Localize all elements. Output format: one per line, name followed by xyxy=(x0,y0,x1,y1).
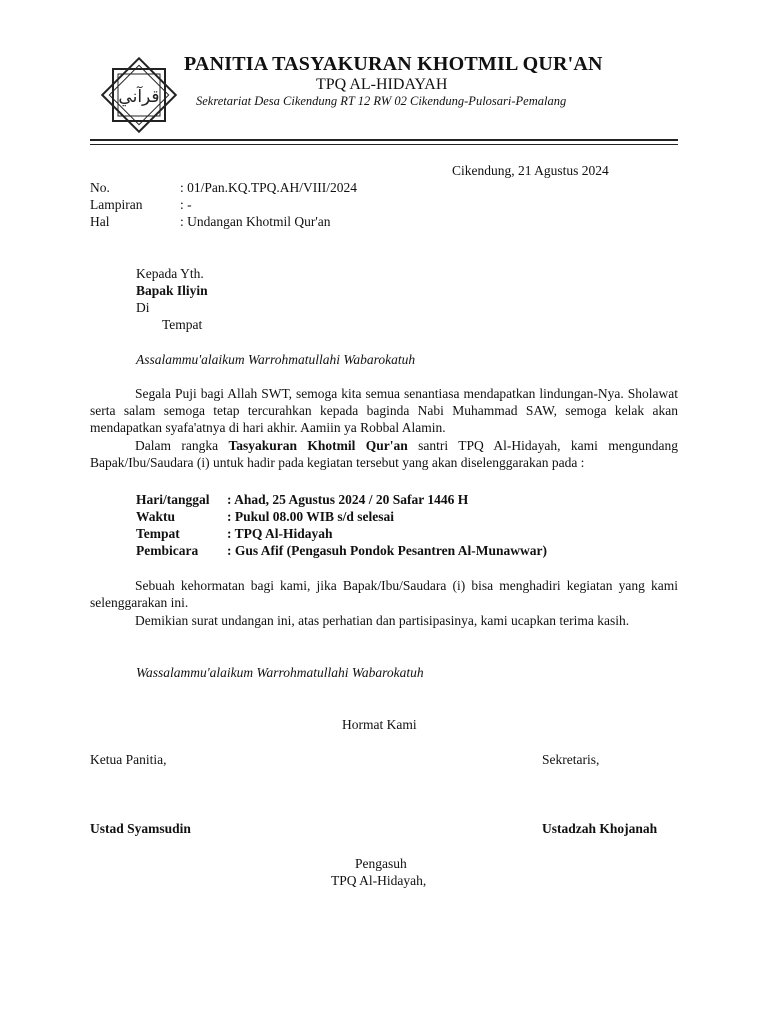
letter-date: Cikendung, 21 Agustus 2024 xyxy=(452,163,609,178)
event-value-date: : Ahad, 25 Agustus 2024 / 20 Safar 1446 H xyxy=(227,492,469,507)
signature-bottom-org: TPQ Al-Hidayah, xyxy=(331,873,427,888)
event-value-place: : TPQ Al-Hidayah xyxy=(227,526,333,541)
event-label-speaker: Pembicara xyxy=(136,543,199,558)
closing-paragraph-1 xyxy=(90,577,678,611)
meta-label-hal: Hal xyxy=(90,214,110,229)
tpq-logo xyxy=(96,52,182,138)
recipient-di: Di xyxy=(136,300,150,315)
signature-left-name: Ustad Syamsudin xyxy=(90,821,191,836)
meta-label-no: No. xyxy=(90,180,110,195)
body-paragraph-1 xyxy=(90,385,678,436)
closing-paragraph-2-text: Demikian surat undangan ini, atas perhatian dan partisipasinya, kami ucapkan terima kasih. xyxy=(135,613,630,628)
signature-left-role: Ketua Panitia, xyxy=(90,752,167,767)
salam-closing: Wassalammu'alaikum Warrohmatullahi Wabarokatuh xyxy=(136,665,424,680)
body-paragraph-2 xyxy=(90,437,678,471)
letterhead-title: PANITIA TASYAKURAN KHOTMIL QUR'AN xyxy=(184,53,603,75)
signature-bottom-role: Pengasuh xyxy=(355,856,407,871)
event-label-place: Tempat xyxy=(136,526,180,541)
header-divider-thin xyxy=(90,144,678,145)
signature-right-name: Ustadzah Khojanah xyxy=(542,821,658,836)
event-value-time: : Pukul 08.00 WIB s/d selesai xyxy=(227,509,395,524)
meta-label-lampiran: Lampiran xyxy=(90,197,143,212)
body-paragraph-2-post: santri TPQ Al-Hidayah, kami mengundang Bapak/Ibu/Saudara (i) untuk hadir pada kegiatan tersebut yang akan diselenggarakan pada : xyxy=(90,438,679,470)
meta-value-hal: : Undangan Khotmil Qur'an xyxy=(180,214,331,229)
meta-value-no: : 01/Pan.KQ.TPQ.AH/VIII/2024 xyxy=(180,180,357,195)
header-divider-thick xyxy=(90,139,678,141)
event-label-date: Hari/tanggal xyxy=(136,492,210,507)
letterhead-address: Sekretariat Desa Cikendung RT 12 RW 02 Cikendung-Pulosari-Pemalang xyxy=(196,94,567,108)
meta-value-lampiran: : - xyxy=(180,197,192,212)
letterhead-subtitle: TPQ AL-HIDAYAH xyxy=(316,76,448,93)
event-label-time: Waktu xyxy=(136,509,176,524)
event-value-speaker: : Gus Afif (Pengasuh Pondok Pesantren Al-Munawwar) xyxy=(227,543,548,558)
recipient-name: Bapak Iliyin xyxy=(136,283,208,298)
body-paragraph-2-event: Tasyakuran Khotmil Qur'an xyxy=(228,438,408,453)
closing-paragraph-1-text: Sebuah kehormatan bagi kami, jika Bapak/Ibu/Saudara (i) bisa menghadiri kegiatan yang kami selenggarakan ini. xyxy=(90,578,678,610)
recipient-place: Tempat xyxy=(162,317,203,332)
body-paragraph-2-pre: Dalam rangka xyxy=(135,438,229,453)
signature-right-role: Sekretaris, xyxy=(542,752,600,767)
logo-calligraphy: قرآني xyxy=(118,87,160,107)
salam-opening: Assalammu'alaikum Warrohmatullahi Wabarokatuh xyxy=(136,352,416,367)
body-paragraph-1-text: Segala Puji bagi Allah SWT, semoga kita semua senantiasa mendapatkan lindungan-Nya. Sholawat serta salam semoga tetap tercurahkan kepada baginda Nabi Muhammad SAW, semoga kelak akan mendapatkan syafa'atnya di hari akhir. Aamiin ya Robbal Alamin. xyxy=(90,386,678,435)
hormat-kami: Hormat Kami xyxy=(342,717,417,732)
closing-paragraph-2 xyxy=(90,612,678,629)
recipient-greeting: Kepada Yth. xyxy=(136,266,204,281)
